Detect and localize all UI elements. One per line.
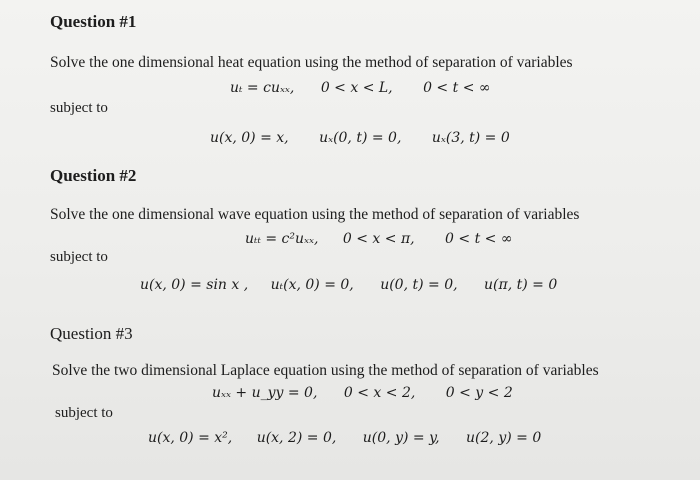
question-3-instruction: Solve the two dimensional Laplace equation using the method of separation of variables — [52, 362, 599, 379]
question-1-condition-1: u(x, 0) = x, — [210, 130, 289, 146]
question-1-condition-3: uₓ(3, t) = 0 — [431, 130, 510, 146]
question-1-subject-to: subject to — [50, 100, 108, 116]
question-3-conditions — [148, 430, 541, 446]
question-3-pde-equation: uₓₓ + u_yy = 0, — [212, 385, 318, 401]
question-3-pde — [212, 385, 513, 401]
question-2-heading: Question #2 — [50, 166, 137, 185]
question-2-pde-x-domain: 0 < x < π, — [342, 231, 415, 247]
question-2-condition-3: u(0, t) = 0, — [380, 277, 458, 293]
question-3-condition-4: u(2, y) = 0 — [466, 430, 542, 446]
question-3-condition-1: u(x, 0) = x², — [148, 430, 233, 446]
question-1-condition-2: uₓ(0, t) = 0, — [319, 130, 402, 146]
question-3-condition-3: u(0, y) = y, — [362, 430, 440, 446]
question-2-pde — [245, 231, 513, 247]
question-1-pde — [230, 80, 491, 96]
question-2-instruction: Solve the one dimensional wave equation using the method of separation of variables — [50, 206, 580, 223]
question-2-pde-t-domain: 0 < t < ∞ — [445, 231, 513, 247]
question-2-subject-to: subject to — [50, 249, 108, 265]
question-3-pde-y-domain: 0 < y < 2 — [445, 385, 513, 401]
question-1-pde-t-domain: 0 < t < ∞ — [423, 80, 491, 96]
question-1-pde-equation: uₜ = cuₓₓ, — [230, 80, 295, 96]
question-2-conditions — [140, 277, 557, 293]
question-1-heading: Question #1 — [50, 12, 137, 31]
question-3-pde-x-domain: 0 < x < 2, — [343, 385, 416, 401]
question-2-condition-1: u(x, 0) = sin x , — [140, 277, 249, 293]
question-2-condition-2: uₜ(x, 0) = 0, — [270, 277, 354, 293]
question-3-subject-to: subject to — [55, 405, 113, 421]
question-1-conditions — [210, 130, 510, 146]
question-3-heading: Question #3 — [50, 324, 133, 343]
question-1-pde-x-domain: 0 < x < L, — [320, 80, 393, 96]
question-1-instruction: Solve the one dimensional heat equation using the method of separation of variables — [50, 54, 573, 71]
question-2-condition-4: u(π, t) = 0 — [484, 277, 558, 293]
question-2-pde-equation: uₜₜ = c²uₓₓ, — [245, 231, 319, 247]
question-3-condition-2: u(x, 2) = 0, — [256, 430, 337, 446]
